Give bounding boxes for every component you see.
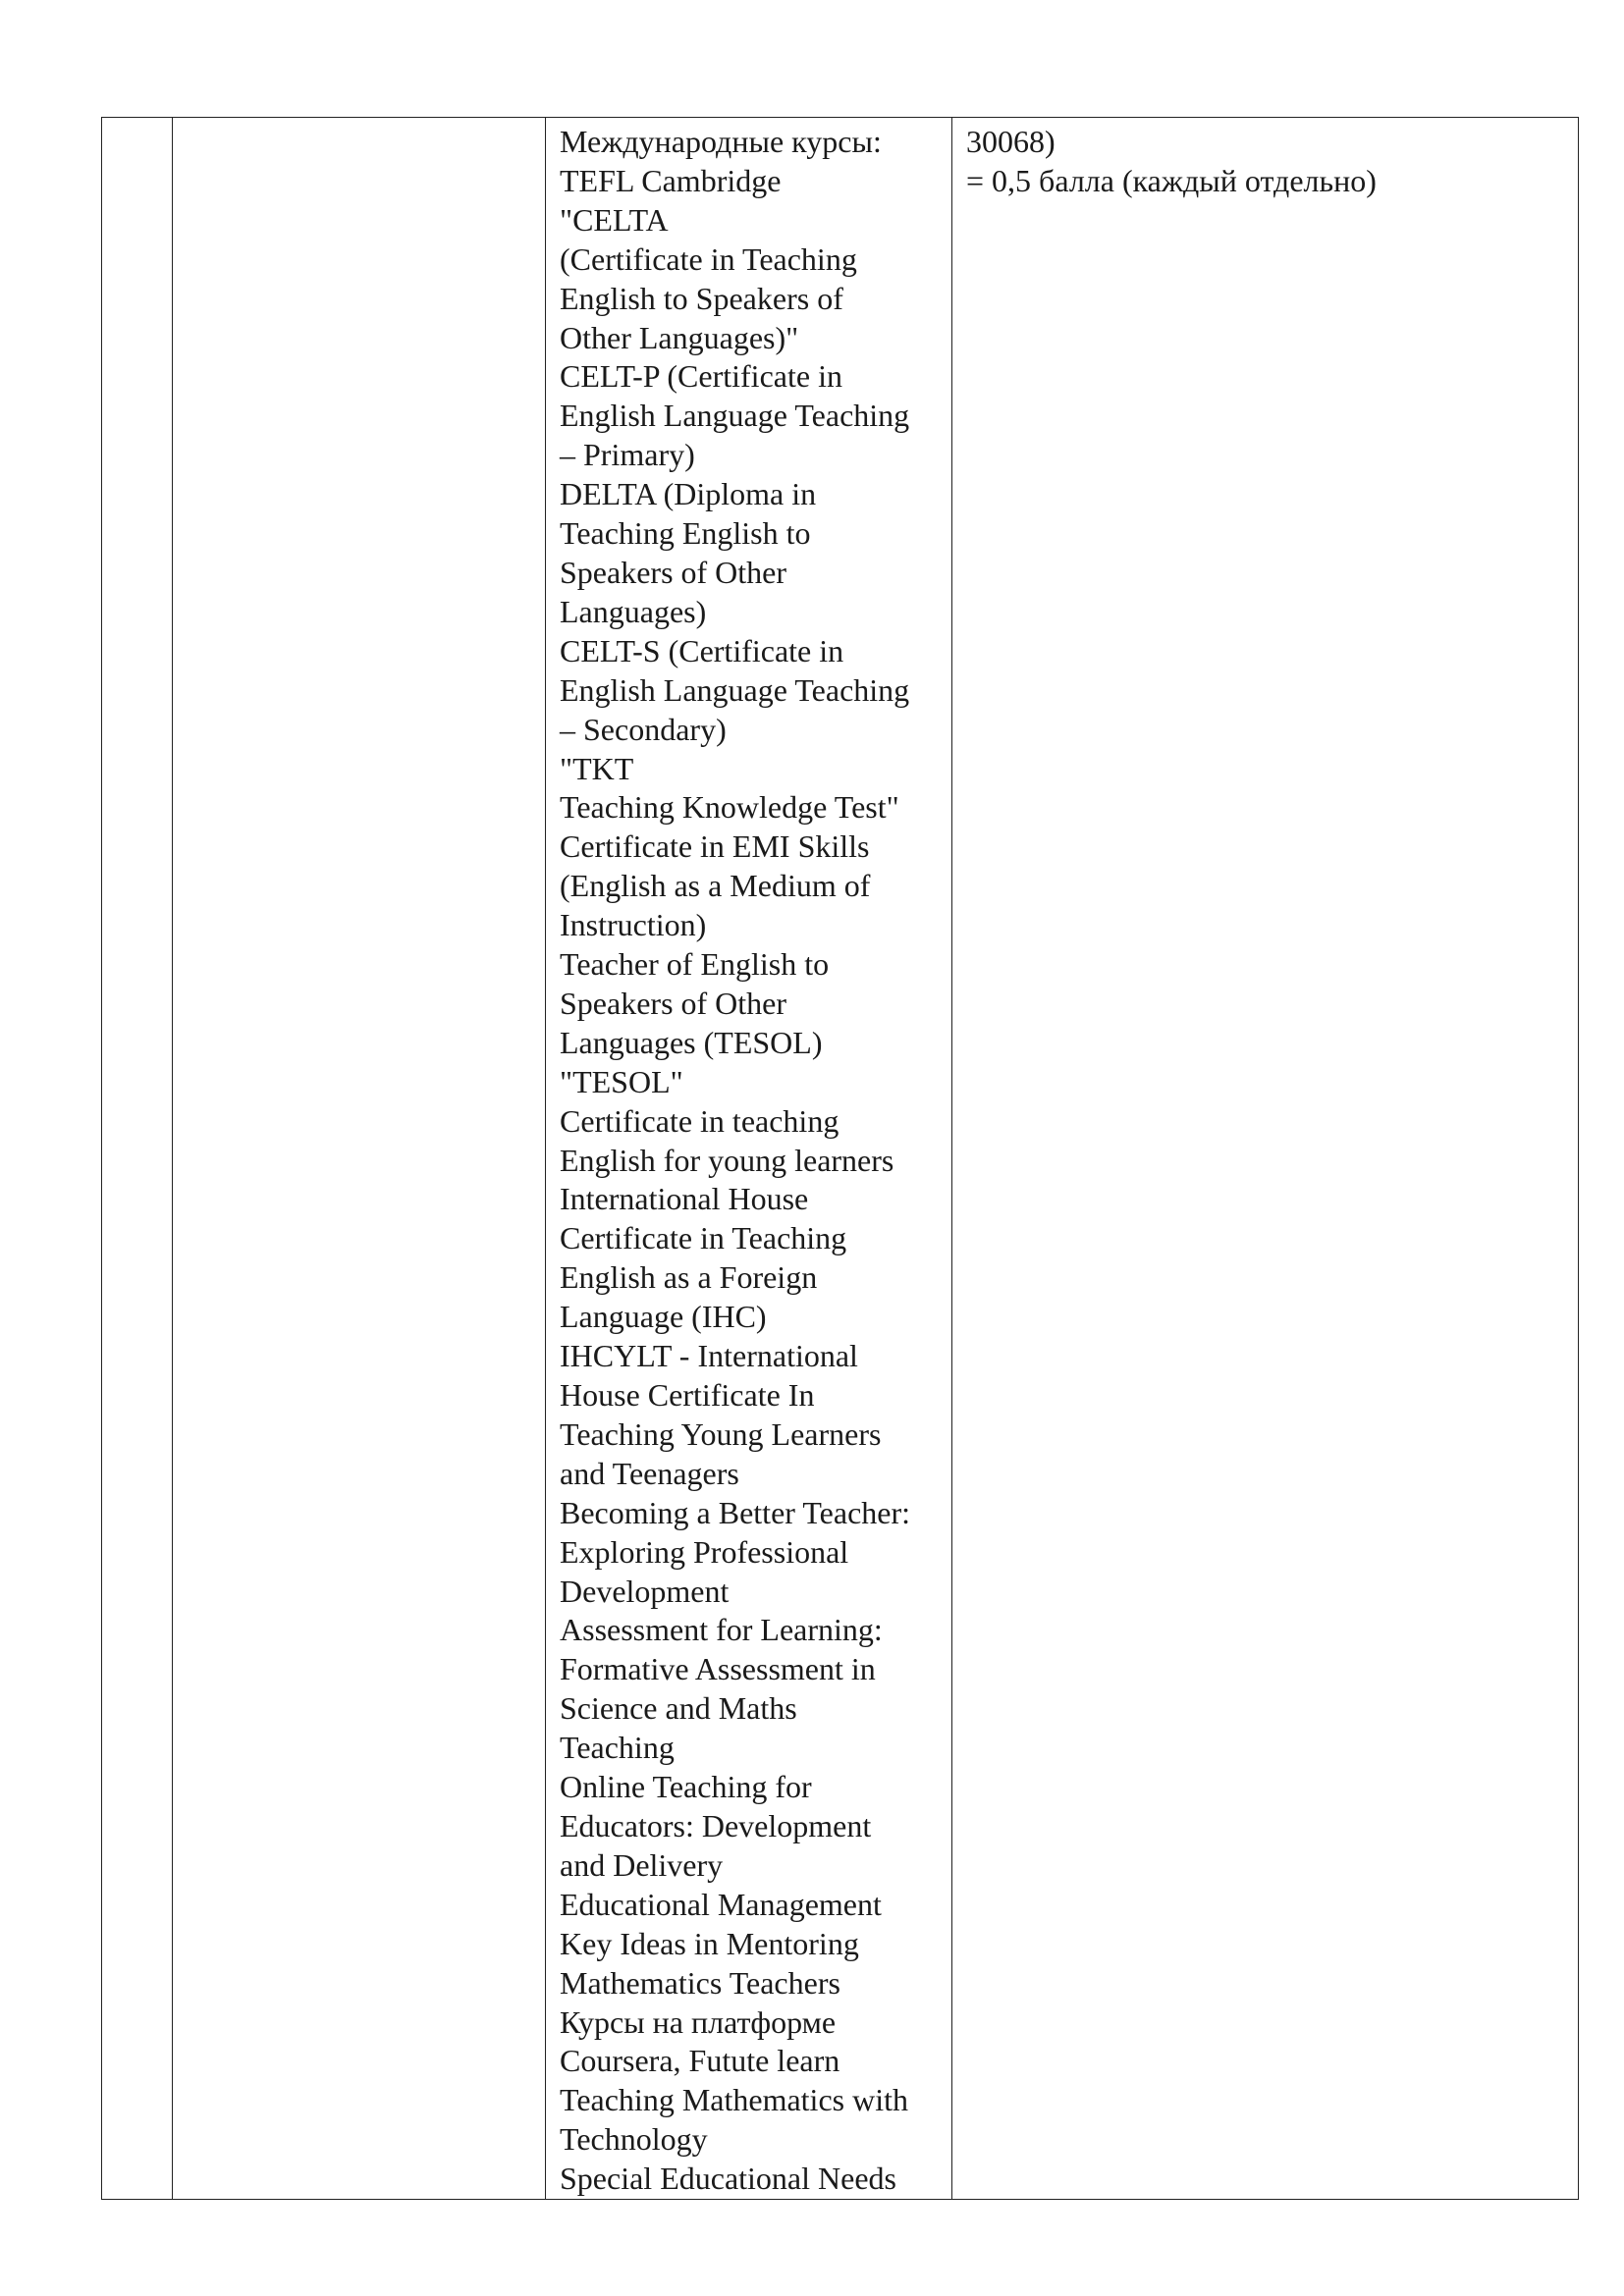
course-line: English Language Teaching (560, 398, 910, 434)
criterion-cell (173, 118, 546, 2200)
course-line: Language (IHC) (560, 1299, 767, 1335)
course-line: Teaching Young Learners (560, 1415, 882, 1452)
course-line: Educational Management (560, 1886, 882, 1922)
course-line: DELTA (Diploma in (560, 476, 817, 512)
course-line: Languages (TESOL) (560, 1024, 823, 1060)
course-line: – Secondary) (560, 711, 727, 747)
course-line: Formative Assessment in (560, 1651, 876, 1687)
document-table (101, 117, 1579, 2200)
course-line: "CELTA (560, 201, 669, 238)
course-line: Educators: Development (560, 1807, 872, 1843)
course-line: and Delivery (560, 1846, 724, 1883)
course-line: Certificate in EMI Skills (560, 828, 870, 865)
course-line: Certificate in Teaching (560, 1220, 847, 1256)
score-text (952, 118, 1578, 201)
number-cell (102, 118, 173, 2200)
table-row (102, 118, 1579, 2200)
course-line: Assessment for Learning: (560, 1612, 883, 1648)
course-line: Teaching Knowledge Test" (560, 789, 899, 826)
score-line: 30068) (966, 124, 1056, 159)
course-line: Speakers of Other (560, 985, 787, 1021)
course-line: (English as a Medium of (560, 868, 871, 904)
course-line: Other Languages)" (560, 319, 799, 355)
course-line: Teaching English to (560, 515, 811, 552)
course-line: "TESOL" (560, 1063, 683, 1099)
course-line: English for young learners (560, 1142, 894, 1178)
course-line: Instruction) (560, 907, 707, 943)
course-line: Международные курсы: (560, 124, 882, 159)
course-line: Development (560, 1573, 730, 1609)
course-line: Key Ideas in Mentoring (560, 1925, 859, 1961)
course-line: English Language Teaching (560, 671, 910, 708)
course-line: English to Speakers of (560, 280, 843, 316)
course-line: and Teenagers (560, 1455, 739, 1491)
course-line: CELT-S (Certificate in (560, 632, 844, 668)
course-line: Certificate in teaching (560, 1102, 839, 1139)
course-line: CELT-P (Certificate in (560, 358, 842, 395)
course-line: International House (560, 1181, 809, 1217)
course-line: Teacher of English to (560, 946, 830, 983)
course-line: Speakers of Other (560, 554, 787, 590)
course-line: IHCYLT - International (560, 1338, 858, 1374)
course-line: Coursera, Futute learn (560, 2043, 840, 2079)
courses-cell (546, 118, 952, 2200)
course-line: "TKT (560, 750, 634, 786)
course-line: Mathematics Teachers (560, 1964, 840, 2001)
course-line: Becoming a Better Teacher: (560, 1494, 911, 1530)
course-line: Languages) (560, 593, 707, 629)
course-line: Exploring Professional (560, 1533, 849, 1570)
course-line: Technology (560, 2121, 708, 2158)
course-line: Teaching (560, 1730, 675, 1766)
course-line: English as a Foreign (560, 1259, 818, 1296)
course-line: (Certificate in Teaching (560, 240, 857, 277)
course-line: Курсы на платформе (560, 2003, 837, 2040)
course-line: Special Educational Needs (560, 2161, 896, 2197)
course-line: Online Teaching for (560, 1769, 812, 1805)
score-line: = 0,5 балла (каждый отдельно) (966, 162, 1377, 198)
course-line: Teaching Mathematics with (560, 2082, 908, 2118)
course-line: Science and Maths (560, 1690, 797, 1727)
course-line: – Primary) (560, 437, 695, 473)
course-line: TEFL Cambridge (560, 162, 782, 198)
course-line: House Certificate In (560, 1377, 815, 1413)
score-cell (952, 118, 1579, 2200)
courses-list (546, 118, 951, 2199)
